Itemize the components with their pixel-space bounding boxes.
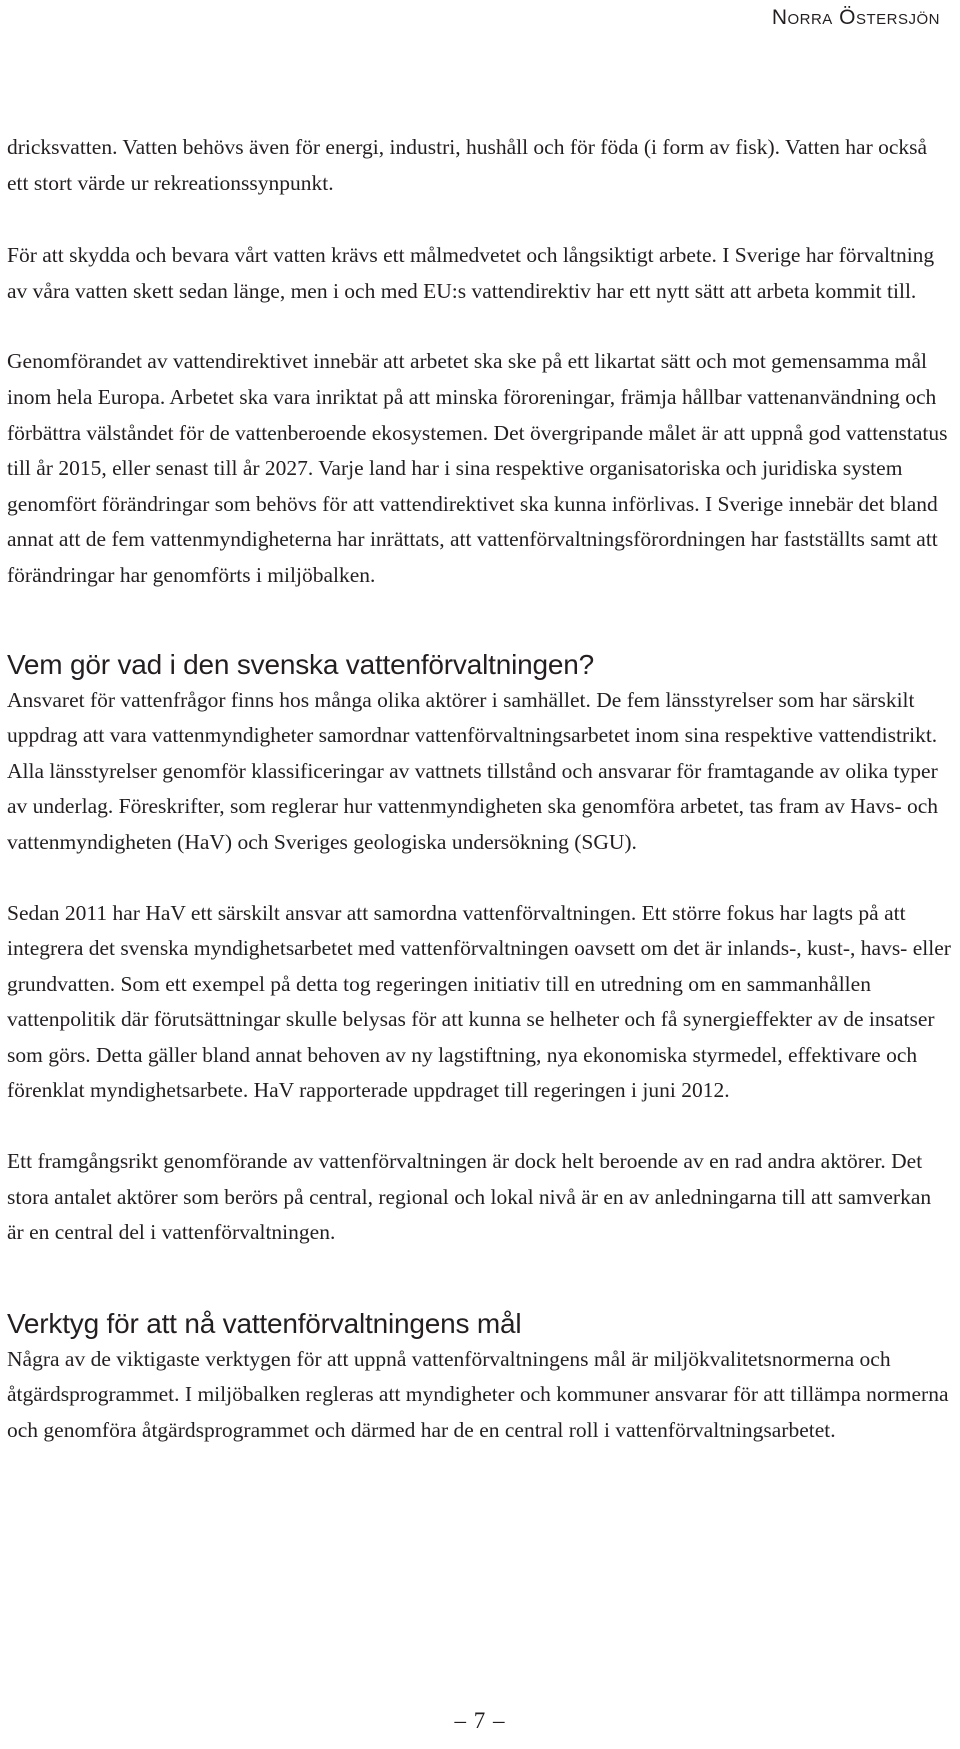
section-heading-who-does-what: Vem gör vad i den svenska vattenförvaltningen? [7, 648, 594, 680]
paragraph-tools-1: Några av de viktigaste verktygen för att uppnå vattenförvaltningens mål är miljökvalitetsnormerna och åtgärdsprogrammet. I miljöbalken regleras att myndigheter och kommuner ansvarar för att tillämpa normerna och genomföra åtgärdsprogrammet och därmed har de en central roll i vattenförvaltningsarbetet. [7, 1346, 949, 1443]
page-number: – 7 – [454, 1708, 506, 1733]
paragraph-intro-3: Genomförandet av vattendirektivet innebär att arbetet ska ske på ett likartat sätt och mot gemensamma mål inom hela Europa. Arbetet ska vara inriktat på att minska föroreningar, främja hållbar vattenanvändning och förbättra välståndet för de vattenberoende ekosystemen. Det övergripande målet är att uppnå god vattenstatus till år 2015, eller senast till år 2027. Varje land har i sina respektive organisatoriska och juridiska system genomfört förändringar som behövs för att vattendirektivet ska kunna införlivas. I Sverige innebär det bland annat att de fem vattenmyndigheterna har inrättats, att vattenförvaltningsförordningen har fastställts samt att förändringar har genomförts i miljöbalken. [7, 349, 948, 587]
paragraph-intro-2: För att skydda och bevara vårt vatten krävs ett målmedvetet och långsiktigt arbete. I Sverige har förvaltning av våra vatten skett sedan länge, men i och med EU:s vattendirektiv har ett nytt sätt att arbeta kommit till. [7, 243, 935, 303]
running-header: Norra Östersjön [771, 6, 940, 29]
page-content [7, 130, 953, 1449]
paragraph-intro-1: dricksvatten. Vatten behövs även för energi, industri, hushåll och för föda (i form av fisk). Vatten har också ett stort värde ur rekreationssynpunkt. [7, 135, 928, 195]
paragraph-who-2: Sedan 2011 har HaV ett särskilt ansvar att samordna vattenförvaltningen. Ett större fokus har lagts på att integrera det svenska myndighetsarbetet med vattenförvaltningen oavsett om det är inlands-, kust-, havs- eller grundvatten. Som ett exempel på detta tog regeringen initiativ till en utredning om en sammanhållen vattenpolitik där förutsättningar skulle belysas för att kunna se helheter och få synergieffekter av de insatser som görs. Detta gäller bland annat behoven av ny lagstiftning, nya ekonomiska styrmedel, effektivare och förenklat myndighetsarbete. HaV rapporterade uppdraget till regeringen i juni 2012. [7, 900, 951, 1103]
section-heading-tools: Verktyg för att nå vattenförvaltningens mål [7, 1307, 522, 1339]
paragraph-who-1: Ansvaret för vattenfrågor finns hos många olika aktörer i samhället. De fem länsstyrelser som har särskilt uppdrag att vara vattenmyndigheter samordnar vattenförvaltningsarbetet inom sina respektive vattendistrikt. Alla länsstyrelser genomför klassificeringar av vattnets tillstånd och ansvarar för framtagande av olika typer av underlag. Föreskrifter, som reglerar hur vattenmyndigheten ska genomföra arbetet, tas fram av Havs- och vattenmyndigheten (HaV) och Sveriges geologiska undersökning (SGU). [7, 687, 939, 854]
paragraph-who-3: Ett framgångsrikt genomförande av vattenförvaltningen är dock helt beroende av en rad andra aktörer. Det stora antalet aktörer som berörs på central, regional och lokal nivå är en av anledningarna till att samverkan är en central del i vattenförvaltningen. [7, 1149, 932, 1245]
